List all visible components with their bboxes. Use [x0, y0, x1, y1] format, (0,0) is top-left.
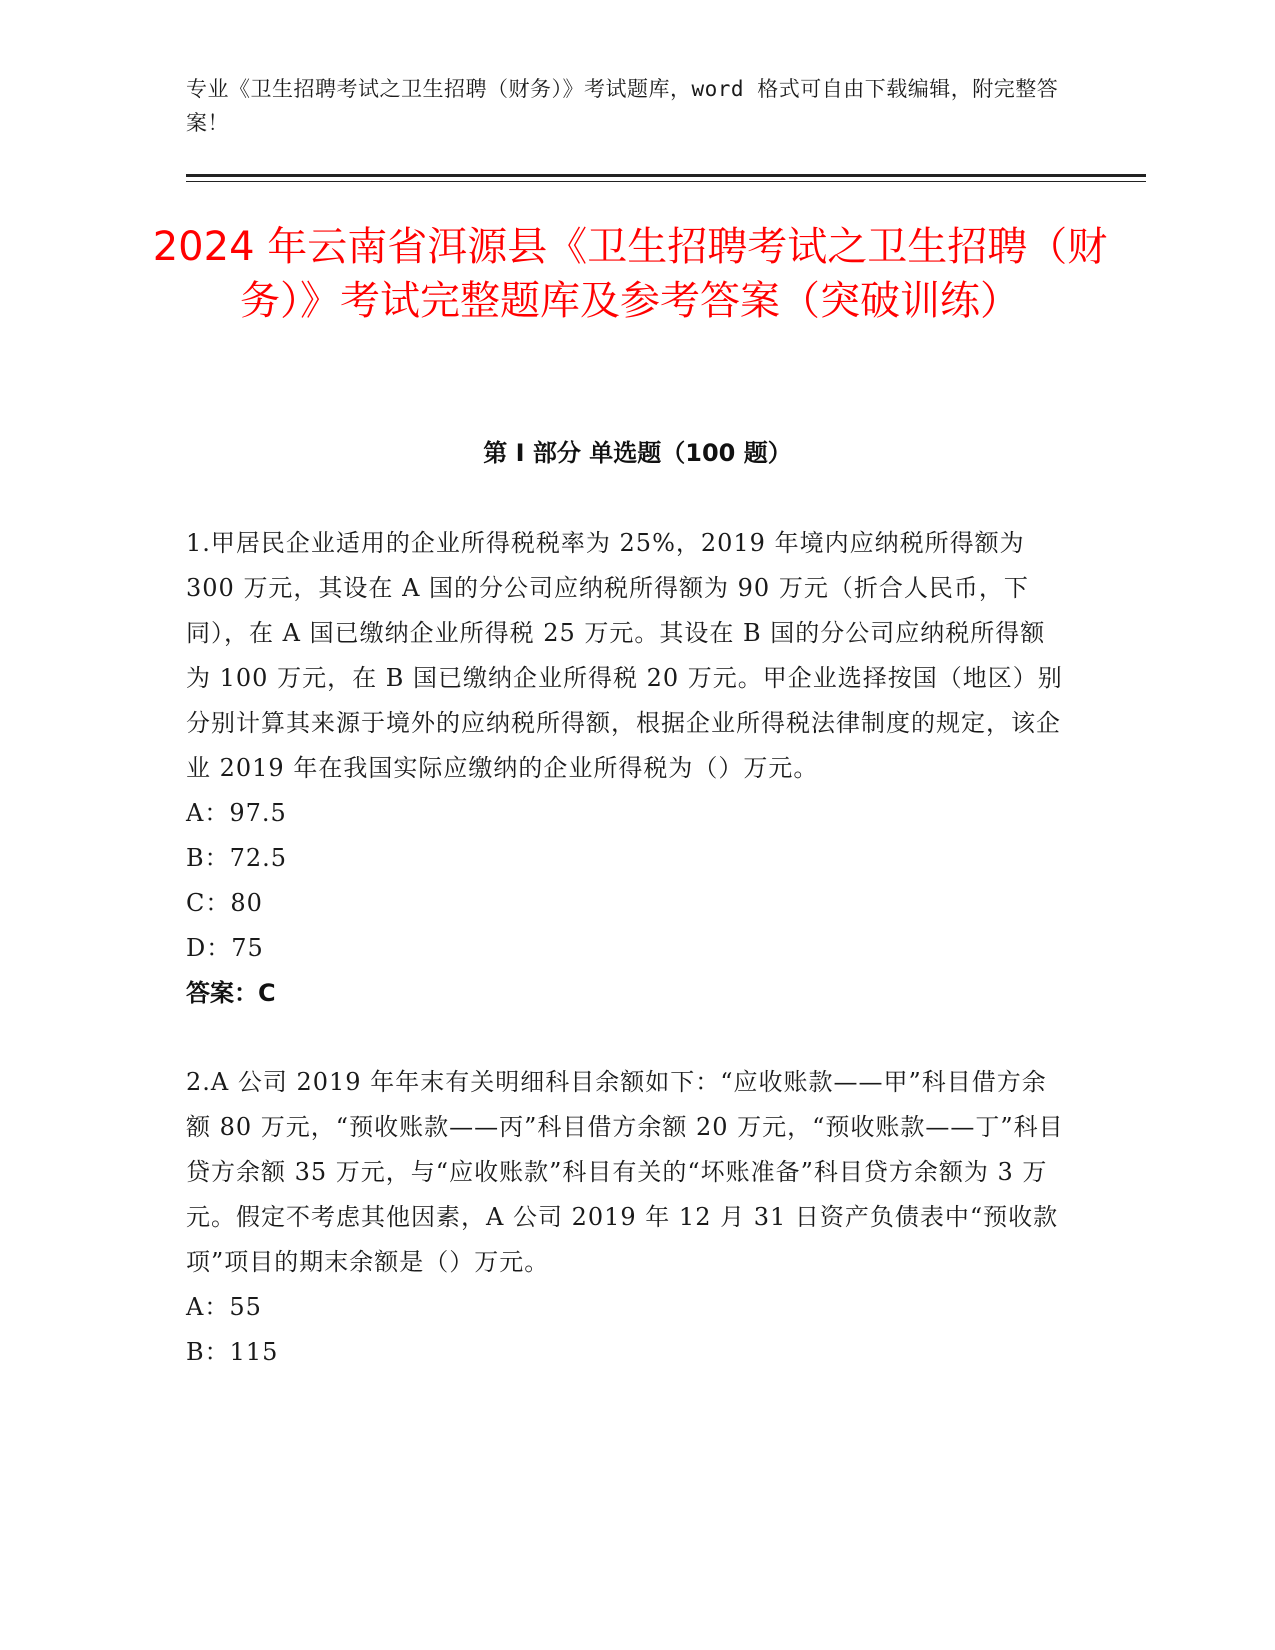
header-divider-thin [186, 181, 1146, 182]
question-2 [186, 1060, 1066, 1375]
option-a: A：97.5 [186, 799, 287, 827]
option-d: D：75 [186, 934, 264, 962]
section-heading: 第 I 部分 单选题（100 题） [483, 439, 792, 467]
option-c: C：80 [186, 889, 263, 917]
header-note: 专业《卫生招聘考试之卫生招聘（财务）》考试题库，word 格式可自由下载编辑，附完整答案！ [186, 77, 1059, 135]
answer-text: 答案：C [186, 979, 276, 1007]
header-divider-thick [186, 174, 1146, 177]
question-1 [186, 521, 1066, 1016]
option-b: B：72.5 [186, 844, 288, 872]
question-spacer [186, 1016, 1066, 1060]
option-a: A：55 [186, 1293, 262, 1321]
question-stem: 1.甲居民企业适用的企业所得税税率为 25%，2019 年境内应纳税所得额为 300 万元，其设在 A 国的分公司应纳税所得额为 90 万元（折合人民币，下同），在 A 国已缴纳企业所得税 25 万元。其设在 B 国的分公司应纳税所得额为 100 万元，在 B 国已缴纳企业所得税 20 万元。甲企业选择按国（地区）别分别计算其来源于境外的应纳税所得额，根据企业所得税法律制度的规定，该企业 2019 年在我国实际应缴纳的企业所得税为（）万元。 [186, 529, 1063, 782]
option-b: B：115 [186, 1338, 279, 1366]
question-stem: 2.A 公司 2019 年年末有关明细科目余额如下：“应收账款——甲”科目借方余额 80 万元，“预收账款——丙”科目借方余额 20 万元，“预收账款——丁”科目贷方余额 35 万元，与“应收账款”科目有关的“坏账准备”科目贷方余额为 3 万元。假定不考虑其他因素，A 公司 2019 年 12 月 31 日资产负债表中“预收款项”项目的期末余额是（）万元。 [186, 1068, 1064, 1276]
question-list [186, 521, 1066, 1375]
document-title: 2024 年云南省洱源县《卫生招聘考试之卫生招聘（财务）》考试完整题库及参考答案（突破训练） [152, 224, 1108, 324]
